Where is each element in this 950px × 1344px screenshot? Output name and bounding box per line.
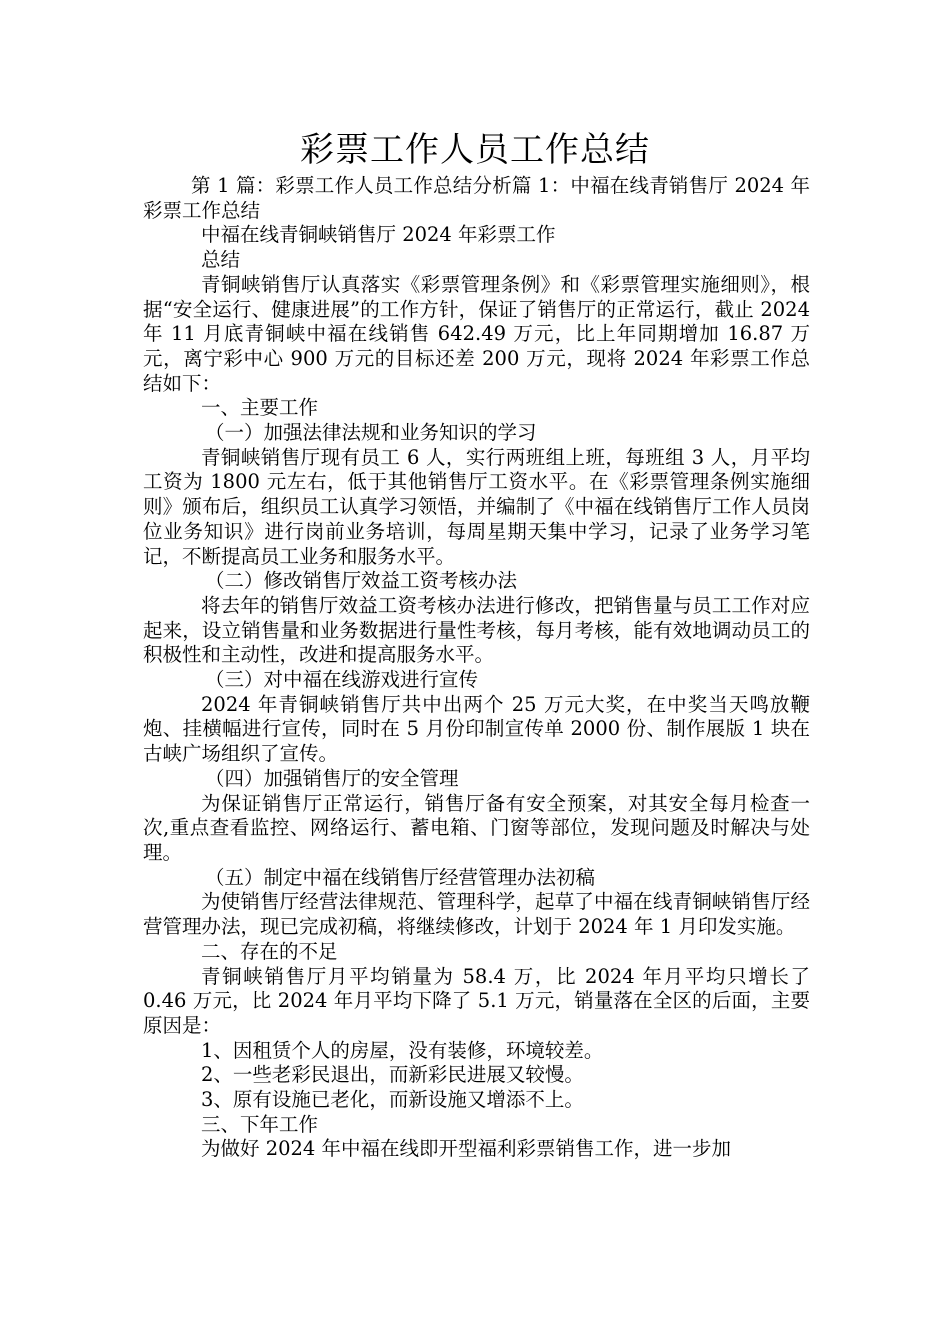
paragraph: 三、下年工作 bbox=[201, 1112, 319, 1136]
paragraph: 3、原有设施已老化，而新设施又增添不上。 bbox=[201, 1088, 584, 1112]
paragraph: 1、因租赁个人的房屋，没有装修，环境较差。 bbox=[201, 1038, 604, 1062]
paragraph: 将去年的销售厅效益工资考核办法进行修改，把销售量与员工工作对应起来，设立销售量和业务数据进行量性考核，每月考核，能有效地调动员工的积极性和主动性，改进和提高服务水平。 bbox=[143, 593, 810, 667]
document-body bbox=[143, 174, 810, 1162]
paragraph: 第 1 篇：彩票工作人员工作总结分析篇 1：中福在线青销售厅 2024 年彩票工作总结 bbox=[143, 174, 810, 222]
paragraph: 中福在线青铜峡销售厅 2024 年彩票工作 bbox=[201, 223, 556, 247]
paragraph: 为保证销售厅正常运行，销售厅备有安全预案，对其安全每月检查一次,重点查看监控、网络运行、蓄电箱、门窗等部位，发现问题及时解决与处理。 bbox=[143, 791, 810, 864]
paragraph: （五）制定中福在线销售厅经营管理办法初稿 bbox=[205, 865, 596, 889]
paragraph: 为做好 2024 年中福在线即开型福利彩票销售工作，进一步加 bbox=[201, 1137, 732, 1161]
paragraph: 一、主要工作 bbox=[201, 396, 319, 420]
paragraph: 2024 年青铜峡销售厅共中出两个 25 万元大奖，在中奖当天鸣放鞭炮、挂横幅进行宣传，同时在 5 月份印制宣传单 2000 份、制作展版 1 块在古峡广场组织了宣传。 bbox=[143, 692, 810, 766]
paragraph: （三）对中福在线游戏进行宣传 bbox=[205, 668, 479, 692]
paragraph: （一）加强法律法规和业务知识的学习 bbox=[205, 421, 537, 445]
paragraph: 二、存在的不足 bbox=[201, 939, 338, 963]
paragraph: （二）修改销售厅效益工资考核办法 bbox=[205, 569, 518, 593]
paragraph: 2、一些老彩民退出，而新彩民进展又较慢。 bbox=[201, 1063, 584, 1087]
paragraph: 青铜峡销售厅认真落实《彩票管理条例》和《彩票管理实施细则》，根据“安全运行、健康进展”的工作方针，保证了销售厅的正常运行，截止 2024 年 11 月底青铜峡中福在线销售 642.49 万元，比上年同期增加 16.87 万元，离宁彩中心 900 万元的目标还差 200 万元，现将 2024 年彩票工作总结如下： bbox=[143, 272, 810, 395]
paragraph: （四）加强销售厅的安全管理 bbox=[205, 766, 459, 790]
paragraph: 总结 bbox=[201, 248, 241, 272]
paragraph: 青铜峡销售厅月平均销量为 58.4 万，比 2024 年月平均只增长了 0.46 万元，比 2024 年月平均下降了 5.1 万元，销量落在全区的后面，主要原因是： bbox=[143, 964, 810, 1037]
document-title: 彩票工作人员工作总结 bbox=[300, 130, 650, 170]
paragraph: 青铜峡销售厅现有员工 6 人，实行两班组上班，每班组 3 人，月平均工资为 1800 元左右，低于其他销售厅工资水平。在《彩票管理条例实施细则》颁布后，组织员工认真学习领悟，并编制了《中福在线销售厅工作人员岗位业务知识》进行岗前业务培训，每周星期天集中学习，记录了业务学习笔记，不断提高员工业务和服务水平。 bbox=[143, 445, 810, 568]
paragraph: 为使销售厅经营法律规范、管理科学，起草了中福在线青铜峡销售厅经营管理办法，现已完成初稿，将继续修改，计划于 2024 年 1 月印发实施。 bbox=[143, 890, 810, 939]
